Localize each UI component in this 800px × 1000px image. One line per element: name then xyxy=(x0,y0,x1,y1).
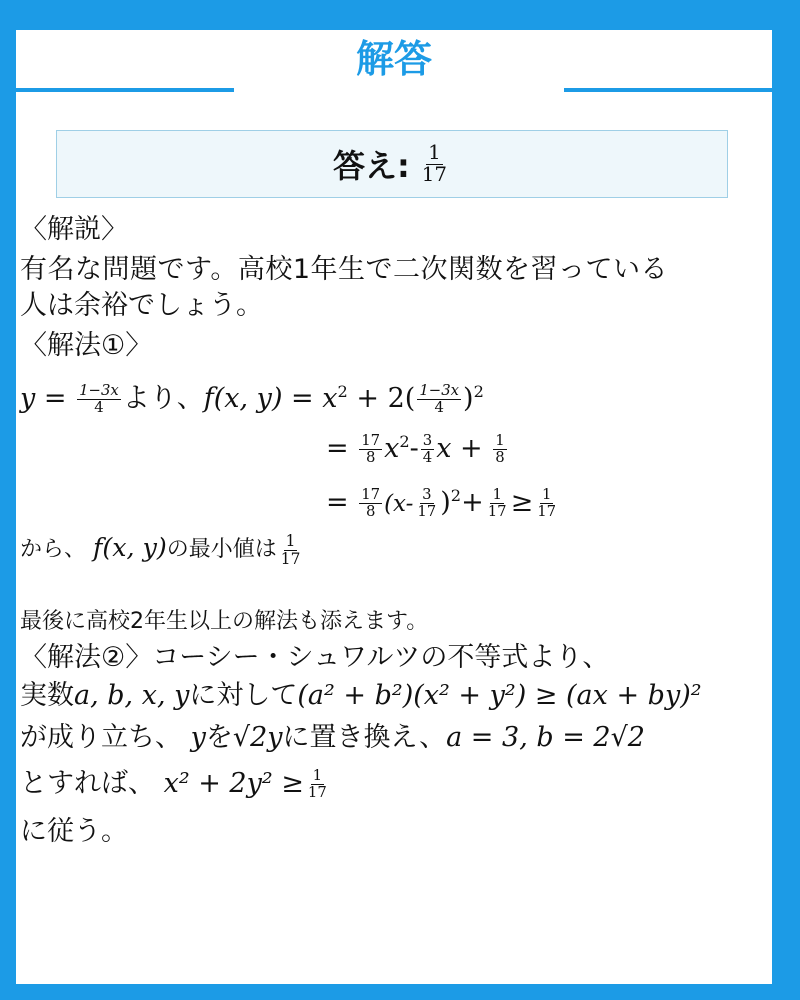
method2-header: 〈解法②〉コーシー・シュワルツの不等式より、 xyxy=(20,642,610,673)
m1l3-f1-den: 8 xyxy=(365,502,376,520)
m1l2-f1 xyxy=(359,433,382,465)
m1l3-f3-den: 17 xyxy=(487,502,507,520)
m1-plus2: + 2( xyxy=(347,383,416,414)
m2l3-y: y xyxy=(190,722,206,753)
answer-fraction xyxy=(420,140,449,186)
explanation-header: 〈解説〉 xyxy=(20,214,128,245)
m2l3-b: を xyxy=(205,722,233,753)
method2-line5: に従う。 xyxy=(20,816,128,847)
m1l2-eq: = xyxy=(326,433,349,464)
m1l3-f3 xyxy=(486,487,509,519)
method1-conclusion xyxy=(20,530,304,568)
m1l3-close: ) xyxy=(440,487,451,518)
m2l2-ineq: (a² + b²)(x² + y²) ≥ (ax + by)² xyxy=(297,680,702,711)
explanation-intro-2: 人は余裕でしょう。 xyxy=(20,290,263,321)
m2l4-frac-num: 1 xyxy=(312,766,323,785)
answer-numerator: 1 xyxy=(428,140,441,164)
m2l3-vals: a = 3, b = 2√2 xyxy=(446,722,645,753)
m1l3-f1-num: 17 xyxy=(361,485,381,504)
m1l3-f4-num: 1 xyxy=(541,485,552,504)
m2l4-frac xyxy=(306,768,329,800)
m1l3-f2-num: 3 xyxy=(422,485,432,504)
content-area xyxy=(16,30,772,984)
m1l3-f2-den: 17 xyxy=(417,502,437,520)
m1l2-minus: - xyxy=(409,433,419,464)
m1l2-f3-num: 1 xyxy=(495,431,505,450)
m1-close: ) xyxy=(463,383,474,414)
note-text: 最後に高校2年生以上の解法も添えます。 xyxy=(20,609,429,634)
m2l2-b: に対して xyxy=(189,680,298,711)
method1-line3 xyxy=(326,478,560,522)
page-title: 解答 xyxy=(355,37,432,81)
m1l2-f3 xyxy=(493,433,506,465)
m1-exp2b: 2 xyxy=(473,382,484,401)
m1l2-x2: x xyxy=(384,433,400,464)
method2-line2 xyxy=(20,678,702,714)
m1l3-exp: 2 xyxy=(450,486,462,505)
answer-box xyxy=(56,130,728,198)
m2l2-a: 実数 xyxy=(20,680,74,711)
method2-line4 xyxy=(20,766,331,802)
m1l2-f1-den: 8 xyxy=(365,448,376,466)
m2l4-frac-den: 17 xyxy=(307,783,327,801)
method1-line1 xyxy=(20,374,484,417)
m2l4-expr: x² + 2y² ≥ xyxy=(163,768,304,799)
method1-line2 xyxy=(326,424,509,467)
m1l3-plus: + xyxy=(461,487,484,518)
m2l3-c: に置き換え、 xyxy=(282,722,447,753)
m1-fx: f(x, y) = x xyxy=(203,383,338,414)
m1c-fxy: f(x, y) xyxy=(93,533,167,562)
m1l2-f2-num: 3 xyxy=(422,431,433,450)
m1l3-geq: ≥ xyxy=(510,487,534,518)
method1-header: 〈解法①〉 xyxy=(20,330,153,361)
m1l3-f3-num: 1 xyxy=(492,485,502,504)
m1c-kara: から、 xyxy=(20,537,87,562)
m1l2-xplus: x + xyxy=(436,433,483,464)
m2l3-sqrt: √2y xyxy=(232,722,283,753)
m2l2-vars: a, b, x, y xyxy=(74,680,190,711)
m2l4-a: とすれば、 xyxy=(20,768,155,799)
title-underline-left xyxy=(0,88,234,92)
explanation-intro-1: 有名な問題です。高校1年生で二次関数を習っている xyxy=(20,254,669,285)
m1l2-f2-den: 4 xyxy=(422,448,433,466)
m1-frac-b-den: 4 xyxy=(434,398,444,416)
m1-yori: より、 xyxy=(122,383,204,414)
m1-frac-b xyxy=(417,383,461,415)
m1l2-exp: 2 xyxy=(399,432,410,451)
m1l2-f3-den: 8 xyxy=(495,448,505,466)
m1l2-f2 xyxy=(421,433,434,465)
m1l2-f1-num: 17 xyxy=(361,431,381,450)
m1l3-f2 xyxy=(415,487,438,519)
m1c-text: の最小値は xyxy=(166,537,277,562)
m1l3-open: (x- xyxy=(384,491,414,517)
m1c-frac xyxy=(279,533,303,566)
m1l3-f4-den: 17 xyxy=(537,502,557,520)
method2-line3 xyxy=(20,720,645,756)
m1-frac-a xyxy=(77,383,121,415)
m1c-frac-num: 1 xyxy=(285,532,296,551)
answer-label: 答え: xyxy=(332,147,410,185)
m1l3-f1 xyxy=(359,487,382,519)
m1-frac-b-num: 1−3x xyxy=(419,381,460,400)
m1-exp2: 2 xyxy=(337,382,348,401)
m2l3-a: が成り立ち、 xyxy=(20,722,182,753)
m1-frac-a-num: 1−3x xyxy=(79,381,119,400)
title-underline-right xyxy=(564,88,800,92)
m1c-frac-den: 17 xyxy=(280,549,301,568)
m1l3-eq: = xyxy=(326,487,349,518)
m1-frac-a-den: 4 xyxy=(94,398,104,416)
m1l3-f4 xyxy=(535,487,558,519)
m1-y-eq: y = xyxy=(20,383,67,414)
answer-denominator: 17 xyxy=(421,162,448,186)
